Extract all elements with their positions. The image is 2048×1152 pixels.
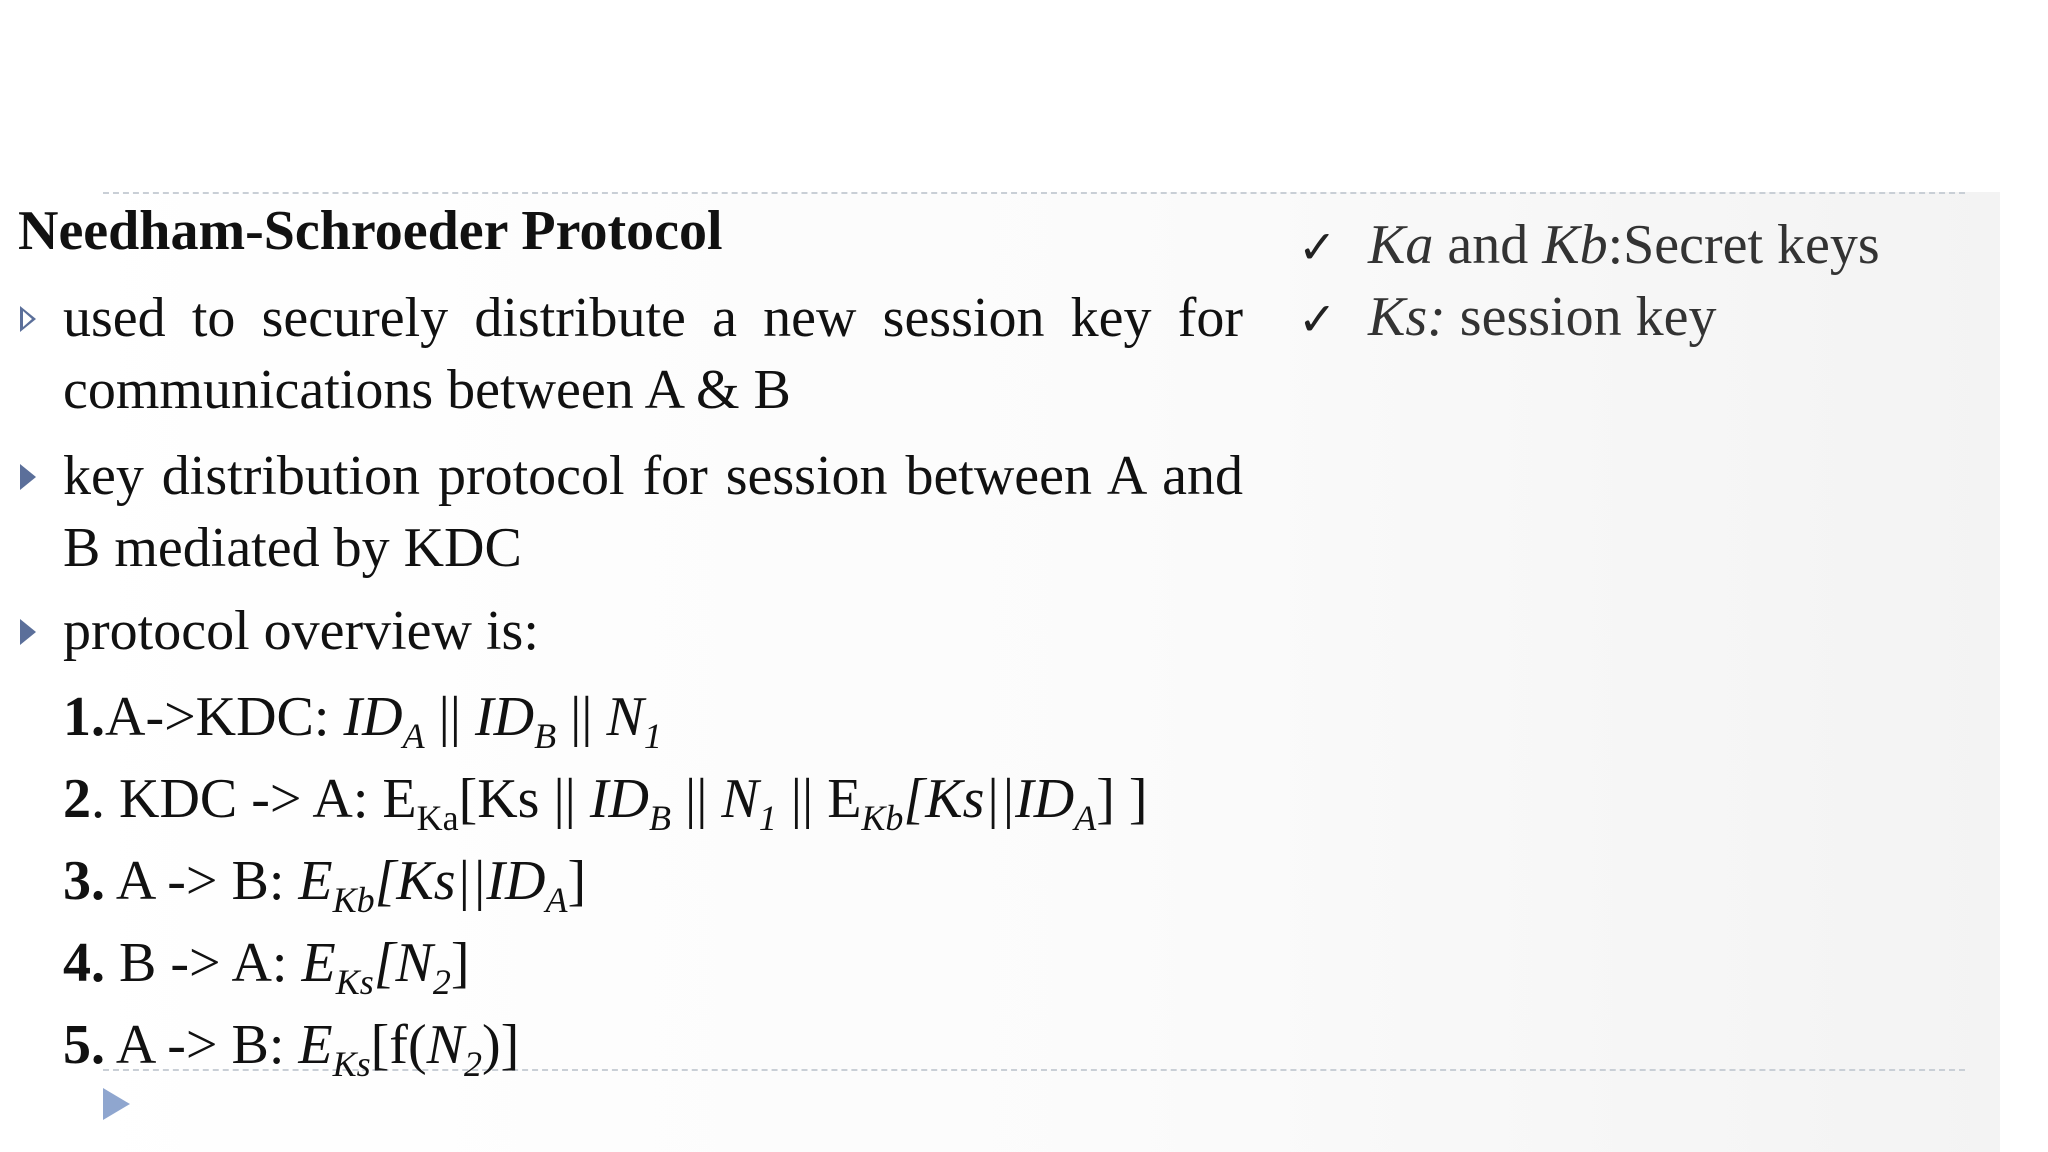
message-part: [f( <box>370 1014 427 1076</box>
message-subscript: 1 <box>643 716 662 756</box>
message-part: )] <box>481 1014 520 1076</box>
message-subscript: Ka <box>416 798 459 838</box>
step-route: A->KDC: <box>105 686 344 748</box>
step-number: 3. <box>63 850 105 912</box>
slide-title: Needham-Schroeder Protocol <box>18 200 723 262</box>
message-part: ID <box>474 686 535 748</box>
note-part: session key <box>1445 286 1717 348</box>
message-part: N <box>721 768 759 830</box>
message-part: ] <box>567 850 587 912</box>
message-part: || <box>424 686 475 748</box>
message-subscript: A <box>402 716 425 756</box>
message-part: E <box>301 932 336 994</box>
checkmark-icon: ✓ <box>1298 292 1337 346</box>
note-part: and <box>1433 214 1543 276</box>
step-number: 5. <box>63 1014 105 1076</box>
step-number: 4. <box>63 932 105 994</box>
message-part: ] ] <box>1096 768 1148 830</box>
note-part: Ks: <box>1368 286 1446 348</box>
message-part: ] <box>450 932 470 994</box>
message-subscript: 2 <box>432 962 451 1002</box>
outline-arrow-bullet-icon <box>20 306 36 332</box>
message-part: [Ks|| <box>903 768 1016 830</box>
step-route: . KDC -> A: <box>91 768 383 830</box>
protocol-step-2 <box>63 764 1148 838</box>
message-part: N <box>426 1014 464 1076</box>
message-subscript: B <box>534 716 557 756</box>
checkmark-icon: ✓ <box>1298 220 1337 274</box>
message-part: [N <box>373 932 433 994</box>
bullet-text: protocol overview is: <box>63 600 539 662</box>
step-route: A -> B: <box>105 850 299 912</box>
bullet-text: key distribution protocol for session between A and B mediated by KDC <box>63 445 1243 579</box>
bullet-text: used to securely distribute a new session key for communications between A & B <box>63 287 1243 421</box>
step-number: 1. <box>63 686 105 748</box>
step-route: A -> B: <box>105 1014 299 1076</box>
message-subscript: Ks <box>335 962 374 1002</box>
message-subscript: Ks <box>332 1044 371 1084</box>
message-subscript: 2 <box>463 1044 482 1084</box>
message-part: N <box>606 686 644 748</box>
message-subscript: B <box>648 798 671 838</box>
message-part: ID <box>589 768 649 830</box>
message-part: || <box>556 686 607 748</box>
note-session-key <box>1298 282 1716 354</box>
message-part: E <box>298 1014 333 1076</box>
message-part: || E <box>776 768 862 830</box>
note-secret-keys <box>1298 210 1880 282</box>
message-subscript: A <box>1074 798 1097 838</box>
filled-triangle-bullet-icon <box>20 464 36 490</box>
message-part: || <box>670 768 722 830</box>
message-part: E <box>382 768 417 830</box>
note-part: :Secret keys <box>1607 214 1880 276</box>
step-number: 2 <box>63 768 91 830</box>
message-part: [Ks||ID <box>374 850 546 912</box>
footer-arrow-icon <box>103 1088 130 1120</box>
message-subscript: 1 <box>758 798 777 838</box>
filled-triangle-bullet-icon <box>20 619 36 645</box>
message-subscript: A <box>545 880 568 920</box>
message-subscript: Kb <box>861 798 904 838</box>
step-route: B -> A: <box>105 932 302 994</box>
protocol-step-1 <box>63 682 662 756</box>
protocol-step-5 <box>63 1010 520 1084</box>
message-part: E <box>298 850 333 912</box>
top-dashed-divider <box>103 192 1965 194</box>
message-part: [Ks || <box>458 768 590 830</box>
message-part: ID <box>1015 768 1075 830</box>
protocol-step-3 <box>63 846 587 920</box>
note-part: Kb <box>1542 214 1608 276</box>
message-part: ID <box>343 686 403 748</box>
note-part: Ka <box>1368 214 1434 276</box>
protocol-step-4 <box>63 928 470 1002</box>
message-subscript: Kb <box>332 880 375 920</box>
